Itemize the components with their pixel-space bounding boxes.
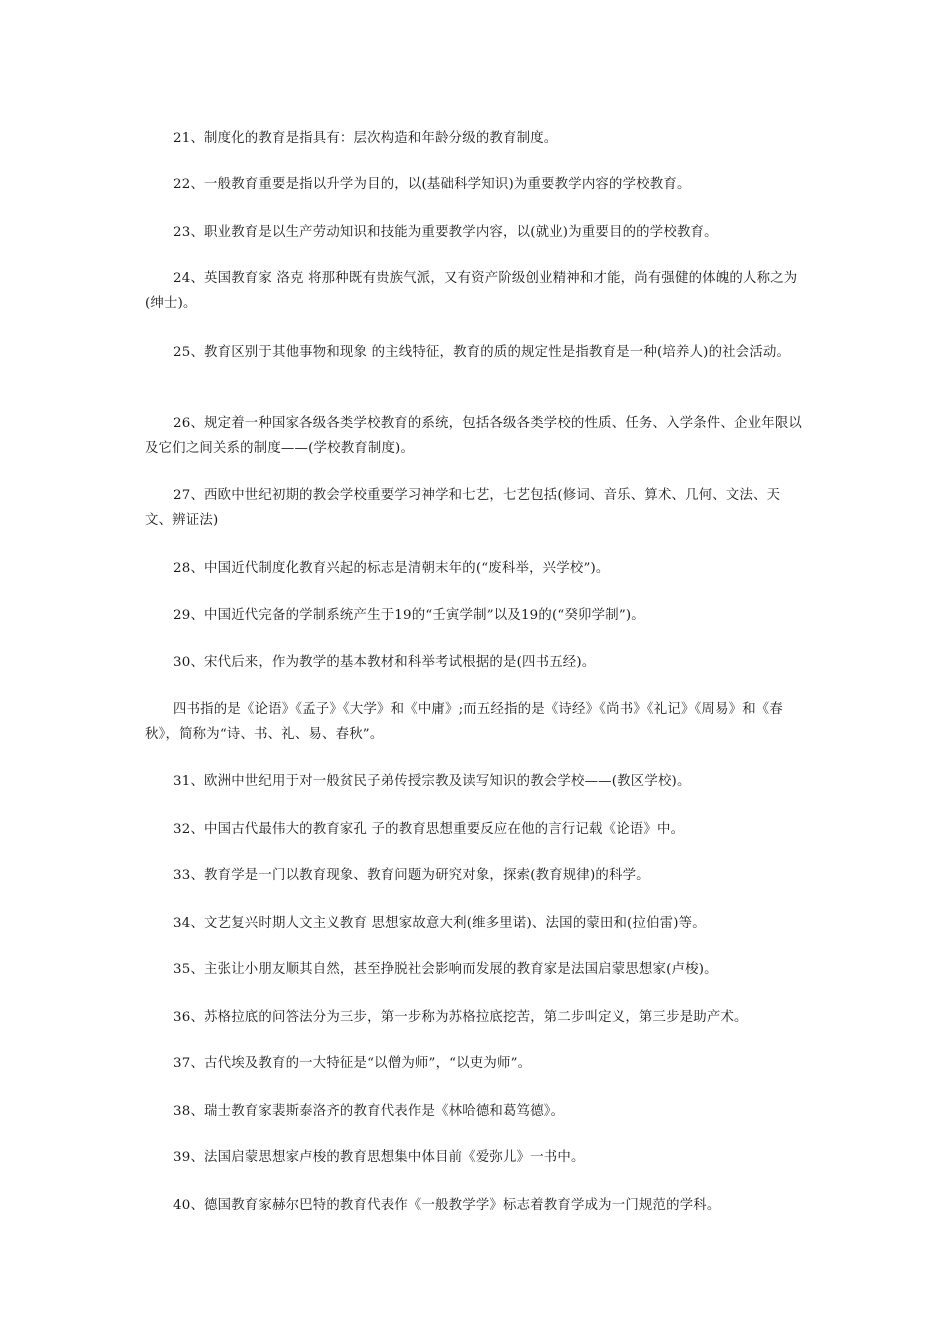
paragraph-39: 39、法国启蒙思想家卢梭的教育思想集中体目前《爱弥儿》一书中。 [173,1150,585,1165]
paragraph-33: 33、教育学是一门以教育现象、教育问题为研究对象，探索(教育规律)的科学。 [173,868,650,883]
paragraph-22: 22、一般教育重要是指以升学为目的，以(基础科学知识)为重要教学内容的学校教育。 [173,177,691,192]
paragraph-27: 27、西欧中世纪初期的教会学校重要学习神学和七艺，七艺包括(修词、音乐、算术、几何、文法、天文、辨证法) [145,488,781,528]
paragraph-35: 35、主张让小朋友顺其自然，甚至挣脱社会影响而发展的教育家是法国启蒙思想家(卢梭)。 [173,962,718,977]
paragraph-32: 32、中国古代最伟大的教育家孔 子的教育思想重要反应在他的言行记载《论语》中。 [173,822,685,837]
paragraph-26: 26、规定着一种国家各级各类学校教育的系统，包括各级各类学校的性质、任务、入学条件、企业年限以及它们之间关系的制度——(学校教育制度)。 [145,416,803,456]
paragraph-30-note: 四书指的是《论语》《孟子》《大学》和《中庸》;而五经指的是《诗经》《尚书》《礼记》《周易》和《春秋》，简称为“诗、书、礼、易、春秋”。 [145,702,783,742]
paragraph-29: 29、中国近代完备的学制系统产生于19的“壬寅学制”以及19的(“癸卯学制”)。 [173,608,645,623]
paragraph-21: 21、制度化的教育是指具有：层次构造和年龄分级的教育制度。 [173,131,558,146]
paragraph-37: 37、古代埃及教育的一大特征是“以僧为师”，“以吏为师”。 [173,1056,532,1071]
paragraph-23: 23、职业教育是以生产劳动知识和技能为重要教学内容，以(就业)为重要目的的学校教育。 [173,225,718,240]
paragraph-34: 34、文艺复兴时期人文主义教育 思想家故意大利(维多里诺)、法国的蒙田和(拉伯雷)等。 [173,916,706,931]
paragraph-28: 28、中国近代制度化教育兴起的标志是清朝末年的(“废科举，兴学校”)。 [173,561,610,576]
paragraph-36: 36、苏格拉底的问答法分为三步，第一步称为苏格拉底挖苦，第二步叫定义，第三步是助产术。 [173,1010,748,1025]
paragraph-24: 24、英国教育家 洛克 将那种既有贵族气派，又有资产阶级创业精神和才能，尚有强健的体魄的人称之为(绅士)。 [145,271,798,311]
paragraph-40: 40、德国教育家赫尔巴特的教育代表作《一般教学学》标志着教育学成为一门规范的学科。 [173,1198,721,1213]
paragraph-30: 30、宋代后来，作为教学的基本教材和科举考试根据的是(四书五经)。 [173,655,596,670]
paragraph-38: 38、瑞士教育家裴斯泰洛齐的教育代表作是《林哈德和葛笃德》。 [173,1104,565,1119]
paragraph-31: 31、欧洲中世纪用于对一般贫民子弟传授宗教及读写知识的教会学校——(教区学校)。 [173,774,691,789]
paragraph-25: 25、教育区别于其他事物和现象 的主线特征，教育的质的规定性是指教育是一种(培养人)的社会活动。 [173,345,791,360]
